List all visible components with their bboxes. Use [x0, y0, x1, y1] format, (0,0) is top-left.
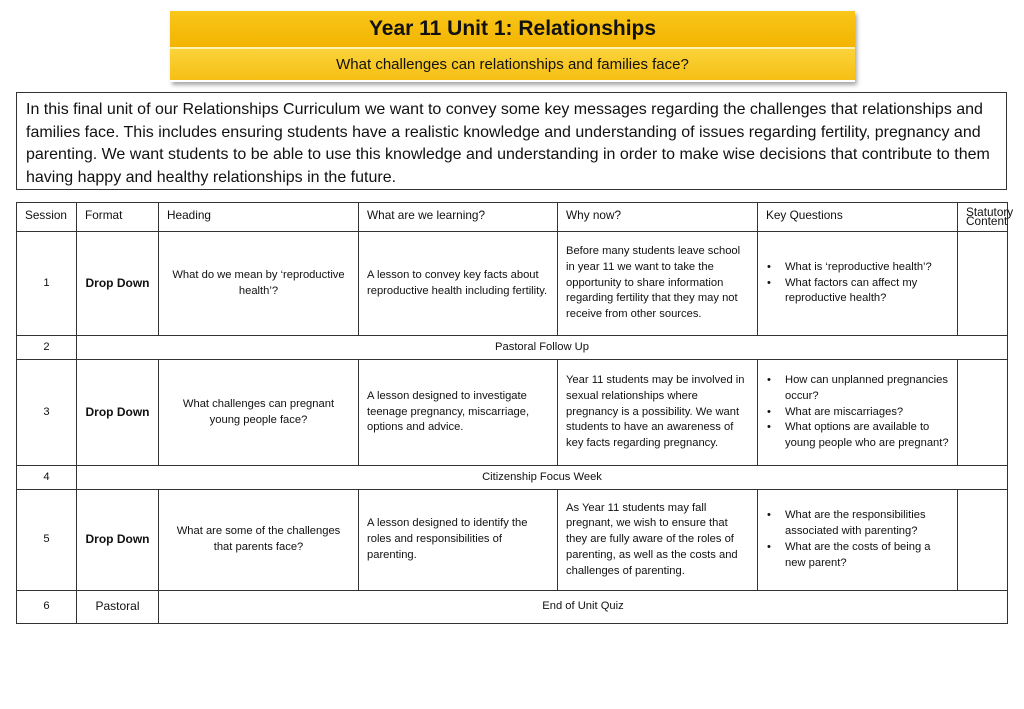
- spanning-label-cell: Pastoral Follow Up: [77, 336, 1008, 360]
- heading-cell: What challenges can pregnant young people face?: [159, 360, 359, 466]
- statutory-cell: [958, 232, 1008, 336]
- col-header-why: Why now?: [558, 203, 758, 232]
- key-questions-cell: [758, 360, 958, 466]
- spanning-label-cell: Citizenship Focus Week: [77, 466, 1008, 490]
- table-row: [17, 360, 1008, 466]
- heading-cell: What do we mean by ‘reproductive health’?: [159, 232, 359, 336]
- key-questions-cell: [758, 490, 958, 591]
- intro-paragraph: In this final unit of our Relationships Curriculum we want to convey some key messages regarding the challenges that relationships and families face. This includes ensuring students have a realistic knowledge and understanding of issues regarding fertility, pregnancy and parenting. We want students to be able to use this knowledge and understanding in order to make wise decisions that contribute to them having happy and healthy relationships in the future.: [16, 92, 1007, 190]
- session-number: 2: [17, 336, 77, 360]
- statutory-cell: [958, 490, 1008, 591]
- learning-cell: A lesson designed to investigate teenage pregnancy, miscarriage, options and advice.: [359, 360, 558, 466]
- why-now-cell: Year 11 students may be involved in sexual relationships where pregnancy is a possibility. We want students to have an awareness of key facts regarding pregnancy.: [558, 360, 758, 466]
- page-subtitle: What challenges can relationships and families face?: [336, 56, 689, 73]
- table-row: [17, 591, 1008, 624]
- format-cell: Drop Down: [77, 360, 159, 466]
- spanning-label-cell: End of Unit Quiz: [159, 591, 1008, 624]
- why-now-cell: As Year 11 students may fall pregnant, we wish to ensure that they are fully aware of the roles of parenting, as well as the costs and challenges of parenting.: [558, 490, 758, 591]
- table-row: [17, 232, 1008, 336]
- table-row: [17, 466, 1008, 490]
- format-cell: Pastoral: [77, 591, 159, 624]
- page-title: Year 11 Unit 1: Relationships: [368, 17, 657, 40]
- title-bar: [170, 11, 855, 49]
- key-question: • What are miscarriages?: [766, 405, 951, 421]
- format-cell: Drop Down: [77, 232, 159, 336]
- col-header-heading: Heading: [159, 203, 359, 232]
- key-question: • What factors can affect my reproductive health?: [766, 276, 951, 308]
- session-number: 1: [17, 232, 77, 336]
- format-cell: Drop Down: [77, 490, 159, 591]
- why-now-cell: Before many students leave school in year 11 we want to take the opportunity to share information regarding fertility that they may not receive from other sources.: [558, 232, 758, 336]
- col-header-statutory: Statutory Content: [958, 203, 1008, 232]
- session-number: 5: [17, 490, 77, 591]
- key-question: • What are the costs of being a new parent?: [766, 540, 951, 572]
- unit-plan-table: [16, 202, 1014, 624]
- col-header-learning: What are we learning?: [359, 203, 558, 232]
- table-row: [17, 490, 1008, 591]
- learning-cell: A lesson designed to identify the roles and responsibilities of parenting.: [359, 490, 558, 591]
- col-header-format: Format: [77, 203, 159, 232]
- statutory-cell: [958, 360, 1008, 466]
- key-questions-cell: [758, 232, 958, 336]
- table-row: [17, 336, 1008, 360]
- title-banner: [170, 11, 855, 82]
- key-question: • What is ‘reproductive health’?: [766, 260, 951, 276]
- key-question: • What are the responsibilities associated with parenting?: [766, 508, 951, 540]
- session-number: 6: [17, 591, 77, 624]
- col-header-key-questions: Key Questions: [758, 203, 958, 232]
- key-question: • How can unplanned pregnancies occur?: [766, 373, 951, 405]
- learning-cell: A lesson to convey key facts about reproductive health including fertility.: [359, 232, 558, 336]
- key-question: • What options are available to young people who are pregnant?: [766, 420, 951, 452]
- session-number: 3: [17, 360, 77, 466]
- table-header-row: [17, 203, 1008, 232]
- session-number: 4: [17, 466, 77, 490]
- heading-cell: What are some of the challenges that parents face?: [159, 490, 359, 591]
- subtitle-bar: [170, 49, 855, 80]
- col-header-session: Session: [17, 203, 77, 232]
